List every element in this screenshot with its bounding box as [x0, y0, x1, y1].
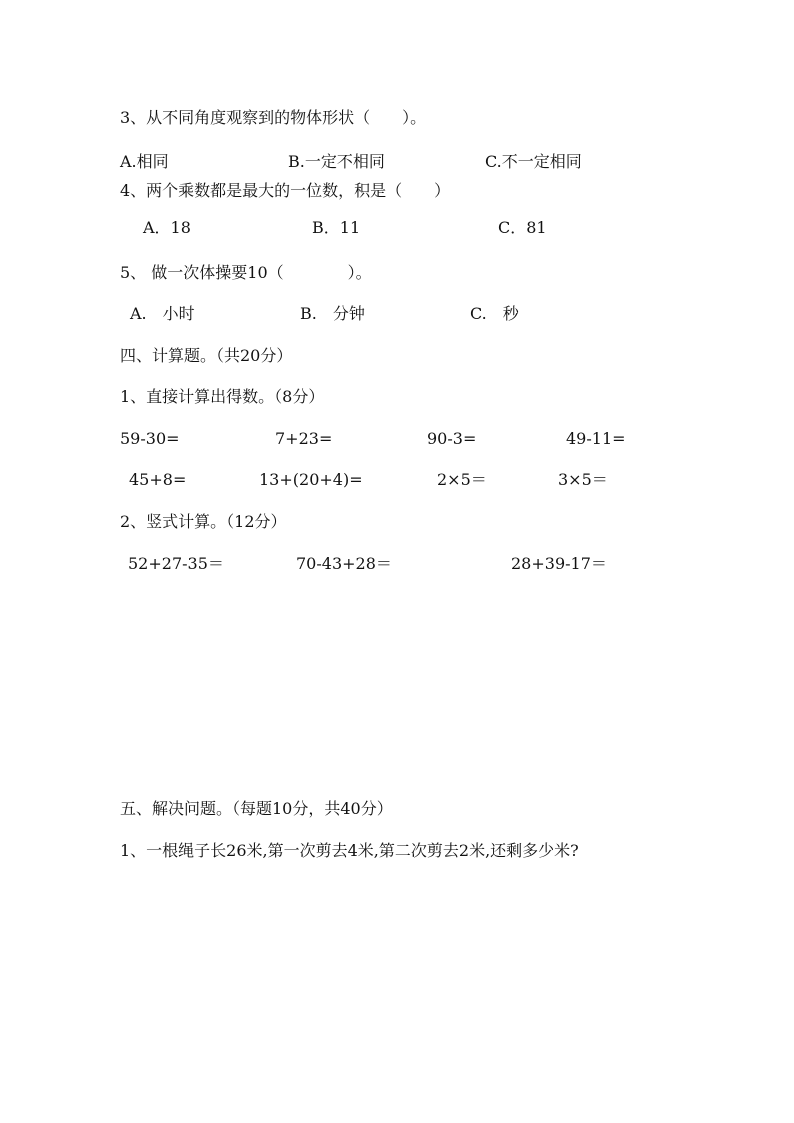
question-5-option-a: A. 小时 [130, 304, 195, 323]
question-3-option-c: C.不一定相同 [485, 152, 582, 171]
question-5-option-b: B. 分钟 [300, 304, 365, 323]
vertical-calc-item: 70-43+28＝ [296, 554, 392, 573]
question-3-stem: 3、从不同角度观察到的物体形状（ ）。 [120, 108, 427, 127]
question-4-option-c: C．81 [498, 218, 547, 237]
question-5-stem: 5、 做一次体操要10（ ）。 [120, 263, 372, 282]
question-3-option-a: A.相同 [120, 152, 169, 171]
section-5-question-1: 1、一根绳子长26米,第一次剪去4米,第二次剪去2米,还剩多少米? [120, 841, 579, 860]
question-3-option-b: B.一定不相同 [288, 152, 385, 171]
calc-item: 2×5＝ [437, 470, 487, 489]
section-4-title: 四、计算题。（共20分） [120, 346, 293, 365]
calc-item: 59-30= [120, 429, 180, 448]
calc-item: 49-11= [566, 429, 626, 448]
calc-item: 7+23= [275, 429, 333, 448]
vertical-calc-item: 52+27-35＝ [128, 554, 224, 573]
calc-item: 45+8= [129, 470, 187, 489]
section-4-part-2-title: 2、竖式计算。（12分） [120, 512, 287, 531]
section-4-part-1-title: 1、直接计算出得数。（8分） [120, 387, 325, 406]
calc-item: 3×5＝ [558, 470, 608, 489]
question-4-option-a: A．18 [143, 218, 191, 237]
calc-item: 90-3= [427, 429, 477, 448]
question-4-option-b: B．11 [312, 218, 361, 237]
question-4-stem: 4、两个乘数都是最大的一位数，积是（ ） [120, 181, 451, 200]
section-5-title: 五、解决问题。（每题10分，共40分） [120, 799, 393, 818]
question-5-option-c: C. 秒 [470, 304, 519, 323]
calc-item: 13+(20+4)= [259, 470, 363, 489]
vertical-calc-item: 28+39-17＝ [511, 554, 607, 573]
